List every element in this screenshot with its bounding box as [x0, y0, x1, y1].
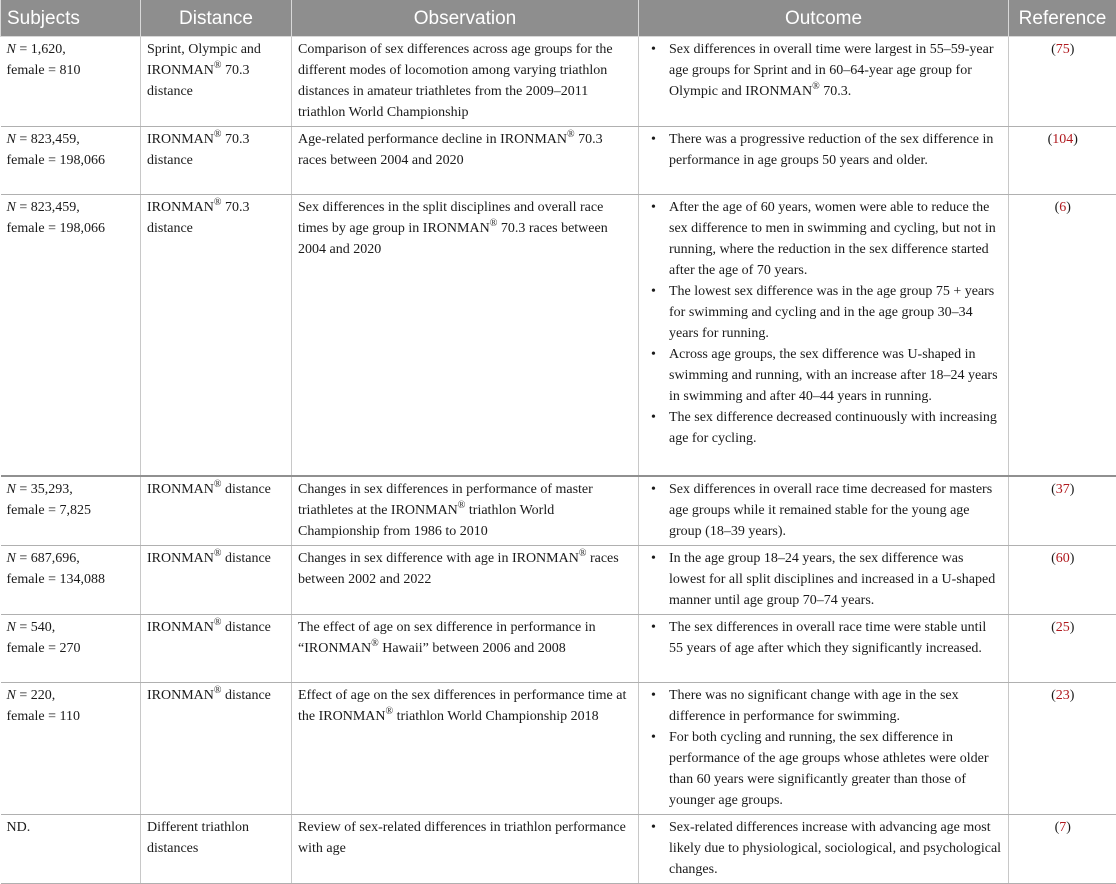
distance-suffix: distance	[222, 482, 271, 497]
header-subjects: Subjects	[1, 0, 141, 37]
ref-paren: )	[1070, 42, 1075, 57]
female-count: female = 198,066	[7, 221, 105, 236]
outcome-cell	[639, 127, 1009, 195]
table-row	[1, 127, 1116, 195]
n-value: = 823,459,	[16, 132, 80, 147]
ref-paren: )	[1070, 551, 1075, 566]
registered-mark: ®	[579, 548, 587, 559]
reference-link[interactable]: 6	[1059, 200, 1066, 215]
ref-paren: (	[1051, 551, 1056, 566]
registered-mark: ®	[214, 479, 222, 490]
outcome-bullet: • After the age of 60 years, women were able to reduce the sex difference to men in swimming and cycling, but not in running, where the reduction in the sex difference started after the age of 70 years.	[645, 197, 1002, 281]
subjects-cell	[1, 127, 141, 195]
n-value: = 687,696,	[16, 551, 80, 566]
table-row	[1, 195, 1116, 476]
header-reference: Reference	[1009, 0, 1116, 37]
registered-mark: ®	[214, 617, 222, 628]
distance-suffix: distance	[222, 620, 271, 635]
n-value: = 1,620,	[16, 42, 66, 57]
distance-text: IRONMAN	[147, 200, 214, 215]
registered-mark: ®	[567, 129, 575, 140]
reference-link[interactable]: 60	[1056, 551, 1070, 566]
subjects-cell	[1, 476, 141, 546]
reference-link[interactable]: 37	[1056, 482, 1070, 497]
n-label: N	[7, 132, 16, 147]
table-row	[1, 476, 1116, 546]
outcome-bullet: • The lowest sex difference was in the age group 75 + years for swimming and cycling and in the age group 30–34 years for running.	[645, 281, 1002, 344]
header-outcome: Outcome	[639, 0, 1009, 37]
table-row	[1, 682, 1116, 814]
outcome-bullet: • Sex differences in overall race time decreased for masters age groups while it remained stable for the young age group (18–39 years).	[645, 479, 1002, 542]
outcome-cell	[639, 614, 1009, 682]
observation-cell: Changes in sex differences in performance of master triathletes at the IRONMAN® triathlon World Championship from 1986 to 2010	[292, 476, 639, 546]
subjects-cell	[1, 37, 141, 127]
reference-cell	[1009, 37, 1116, 127]
distance-suffix: distance	[222, 551, 271, 566]
outcome-bullet: • Across age groups, the sex difference was U-shaped in swimming and running, with an increase after 18–24 years in swimming and after 40–44 years in running.	[645, 344, 1002, 407]
distance-cell	[141, 195, 292, 476]
ref-paren: )	[1070, 620, 1075, 635]
ref-paren: (	[1055, 200, 1060, 215]
female-count: female = 134,088	[7, 572, 105, 587]
n-value: = 823,459,	[16, 200, 80, 215]
distance-text: IRONMAN	[147, 551, 214, 566]
registered-mark: ®	[214, 197, 222, 208]
registered-mark: ®	[214, 548, 222, 559]
outcome-bullet: • There was a progressive reduction of the sex difference in performance in age groups 50 years and older.	[645, 129, 1002, 171]
registered-mark: ®	[371, 638, 379, 649]
reference-cell	[1009, 814, 1116, 883]
reference-link[interactable]: 23	[1056, 688, 1070, 703]
outcome-cell	[639, 814, 1009, 883]
observation-cell: Age-related performance decline in IRONMAN® 70.3 races between 2004 and 2020	[292, 127, 639, 195]
observation-cell: Sex differences in the split disciplines and overall race times by age group in IRONMAN® 70.3 races between 2004 and 2020	[292, 195, 639, 476]
female-count: female = 7,825	[7, 503, 91, 518]
observation-cell: Review of sex-related differences in triathlon performance with age	[292, 814, 639, 883]
observation-cell: Changes in sex difference with age in IRONMAN® races between 2002 and 2022	[292, 545, 639, 614]
distance-text: IRONMAN	[147, 620, 214, 635]
distance-text: IRONMAN	[147, 688, 214, 703]
outcome-bullet: • Sex differences in overall time were largest in 55–59-year age groups for Sprint and in 60–64-year age group for Olympic and IRONMAN® 70.3.	[645, 39, 1002, 102]
distance-text: Different triathlon distances	[147, 820, 249, 856]
female-count: female = 198,066	[7, 153, 105, 168]
outcome-bullet: • For both cycling and running, the sex difference in performance of the age groups whose athletes were older than 60 years were significantly greater than those of younger age groups.	[645, 727, 1002, 811]
outcome-cell	[639, 37, 1009, 127]
distance-cell	[141, 545, 292, 614]
ref-paren: )	[1070, 482, 1075, 497]
n-label: N	[7, 200, 16, 215]
registered-mark: ®	[386, 706, 394, 717]
observation-cell: Comparison of sex differences across age groups for the different modes of locomotion among varying triathlon distances in amateur triathletes from the 2009–2011 triathlon World Championship	[292, 37, 639, 127]
distance-text: IRONMAN	[147, 132, 214, 147]
ref-paren: )	[1066, 200, 1071, 215]
outcome-bullet: • There was no significant change with age in the sex difference in performance for swimming.	[645, 685, 1002, 727]
distance-cell	[141, 127, 292, 195]
table-row	[1, 614, 1116, 682]
outcome-bullet: • In the age group 18–24 years, the sex difference was lowest for all split disciplines and increased in a U-shaped manner until age group 70–74 years.	[645, 548, 1002, 611]
registered-mark: ®	[490, 218, 498, 229]
female-count: female = 110	[7, 709, 80, 724]
observation-cell: The effect of age on sex difference in performance in “IRONMAN® Hawaii” between 2006 and 2008	[292, 614, 639, 682]
registered-mark: ®	[214, 685, 222, 696]
reference-cell	[1009, 614, 1116, 682]
distance-text: Sprint, Olympic and IRONMAN	[147, 42, 261, 78]
distance-cell	[141, 37, 292, 127]
n-value: = 220,	[16, 688, 55, 703]
outcome-cell	[639, 195, 1009, 476]
reference-link[interactable]: 25	[1056, 620, 1070, 635]
distance-cell	[141, 476, 292, 546]
subjects-cell	[1, 682, 141, 814]
subjects-cell	[1, 814, 141, 883]
n-label: N	[7, 620, 16, 635]
reference-link[interactable]: 104	[1052, 132, 1073, 147]
reference-cell	[1009, 476, 1116, 546]
outcome-bullet: • The sex difference decreased continuously with increasing age for cycling.	[645, 407, 1002, 449]
ref-paren: (	[1051, 688, 1056, 703]
outcome-cell	[639, 476, 1009, 546]
n-value: = 540,	[16, 620, 55, 635]
reference-cell	[1009, 195, 1116, 476]
ref-paren: (	[1051, 42, 1056, 57]
reference-cell	[1009, 545, 1116, 614]
reference-link[interactable]: 7	[1059, 820, 1066, 835]
table-row	[1, 814, 1116, 883]
ref-paren: (	[1051, 620, 1056, 635]
ref-paren: )	[1066, 820, 1071, 835]
outcome-cell	[639, 545, 1009, 614]
registered-mark: ®	[214, 60, 222, 71]
n-label: N	[7, 482, 16, 497]
ref-paren: )	[1070, 688, 1075, 703]
outcome-bullet: • Sex-related differences increase with advancing age most likely due to physiological, sociological, and psychological changes.	[645, 817, 1002, 880]
n-label: N	[7, 688, 16, 703]
distance-cell	[141, 814, 292, 883]
distance-text: IRONMAN	[147, 482, 214, 497]
registered-mark: ®	[812, 81, 820, 92]
subjects-cell	[1, 545, 141, 614]
distance-cell	[141, 682, 292, 814]
n-value: = 35,293,	[16, 482, 73, 497]
ref-paren: )	[1073, 132, 1078, 147]
distance-cell	[141, 614, 292, 682]
outcome-bullet: • The sex differences in overall race time were stable until 55 years of age after which they significantly increased.	[645, 617, 1002, 659]
registered-mark: ®	[458, 500, 466, 511]
distance-suffix: 70.3 distance	[147, 200, 250, 236]
female-count: female = 270	[7, 641, 81, 656]
header-observation: Observation	[292, 0, 639, 37]
registered-mark: ®	[214, 129, 222, 140]
table-row	[1, 37, 1116, 127]
distance-suffix: 70.3 distance	[147, 132, 250, 168]
n-label: N	[7, 551, 16, 566]
table-row	[1, 545, 1116, 614]
subjects-cell	[1, 195, 141, 476]
ref-paren: (	[1048, 132, 1053, 147]
subjects-cell	[1, 614, 141, 682]
ref-paren: (	[1055, 820, 1060, 835]
reference-link[interactable]: 75	[1056, 42, 1070, 57]
outcome-cell	[639, 682, 1009, 814]
n-label: ND.	[7, 820, 31, 835]
reference-cell	[1009, 127, 1116, 195]
female-count: female = 810	[7, 63, 81, 78]
observation-cell: Effect of age on the sex differences in performance time at the IRONMAN® triathlon World Championship 2018	[292, 682, 639, 814]
header-row	[1, 0, 1116, 37]
n-label: N	[7, 42, 16, 57]
ref-paren: (	[1051, 482, 1056, 497]
header-distance: Distance	[141, 0, 292, 37]
distance-suffix: 70.3 distance	[147, 63, 250, 99]
reference-cell	[1009, 682, 1116, 814]
distance-suffix: distance	[222, 688, 271, 703]
